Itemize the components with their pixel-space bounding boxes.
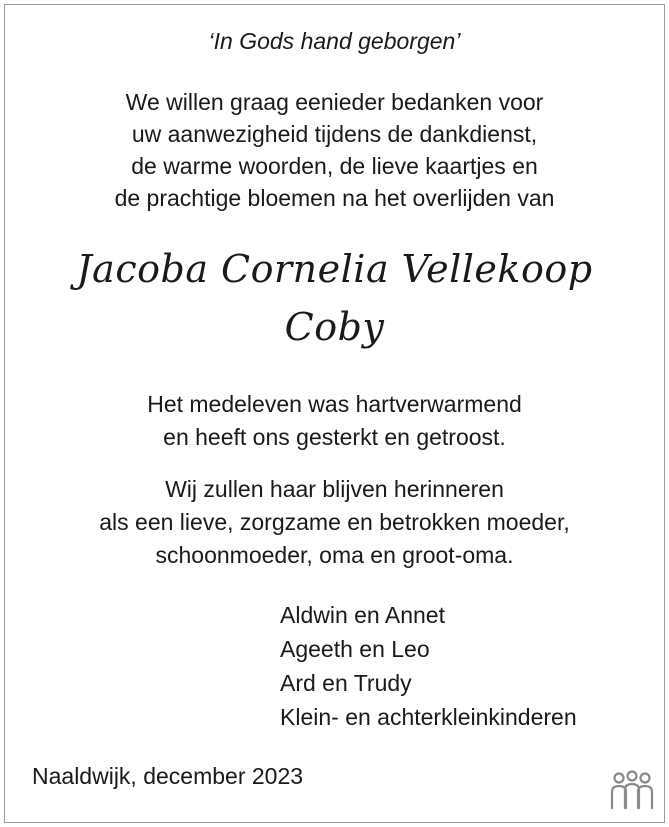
paragraph-line: Het medeleven was hartverwarmend [147, 391, 522, 417]
motto: ‘In Gods hand geborgen’ [208, 28, 461, 54]
paragraph-line: schoonmoeder, oma en groot-oma. [155, 542, 514, 568]
signer: Ageeth en Leo [280, 636, 430, 662]
deceased-name-block [0, 240, 669, 356]
deceased-nickname: Coby [284, 305, 385, 349]
intro-line: de warme woorden, de lieve kaartjes en [131, 153, 538, 179]
signer: Ard en Trudy [280, 670, 412, 696]
place-date: Naaldwijk, december 2023 [32, 763, 304, 789]
intro-line: We willen graag eenieder bedanken voor [125, 89, 544, 115]
gratitude-paragraph [0, 388, 669, 454]
paragraph-line: Wij zullen haar blijven herinneren [165, 476, 504, 502]
intro-text [0, 86, 669, 214]
signer: Aldwin en Annet [280, 602, 445, 628]
remembrance-paragraph [0, 473, 669, 572]
family-group-icon [606, 770, 658, 812]
paragraph-line: als een lieve, zorgzame en betrokken moeder, [99, 509, 570, 535]
deceased-full-name: Jacoba Cornelia Vellekoop [76, 247, 593, 291]
signers-list [280, 598, 577, 734]
paragraph-line: en heeft ons gesterkt en getroost. [163, 424, 506, 450]
signer: Klein- en achterkleinkinderen [280, 704, 577, 730]
intro-line: uw aanwezigheid tijdens de dankdienst, [131, 121, 538, 147]
intro-line: de prachtige bloemen na het overlijden van [114, 185, 555, 211]
